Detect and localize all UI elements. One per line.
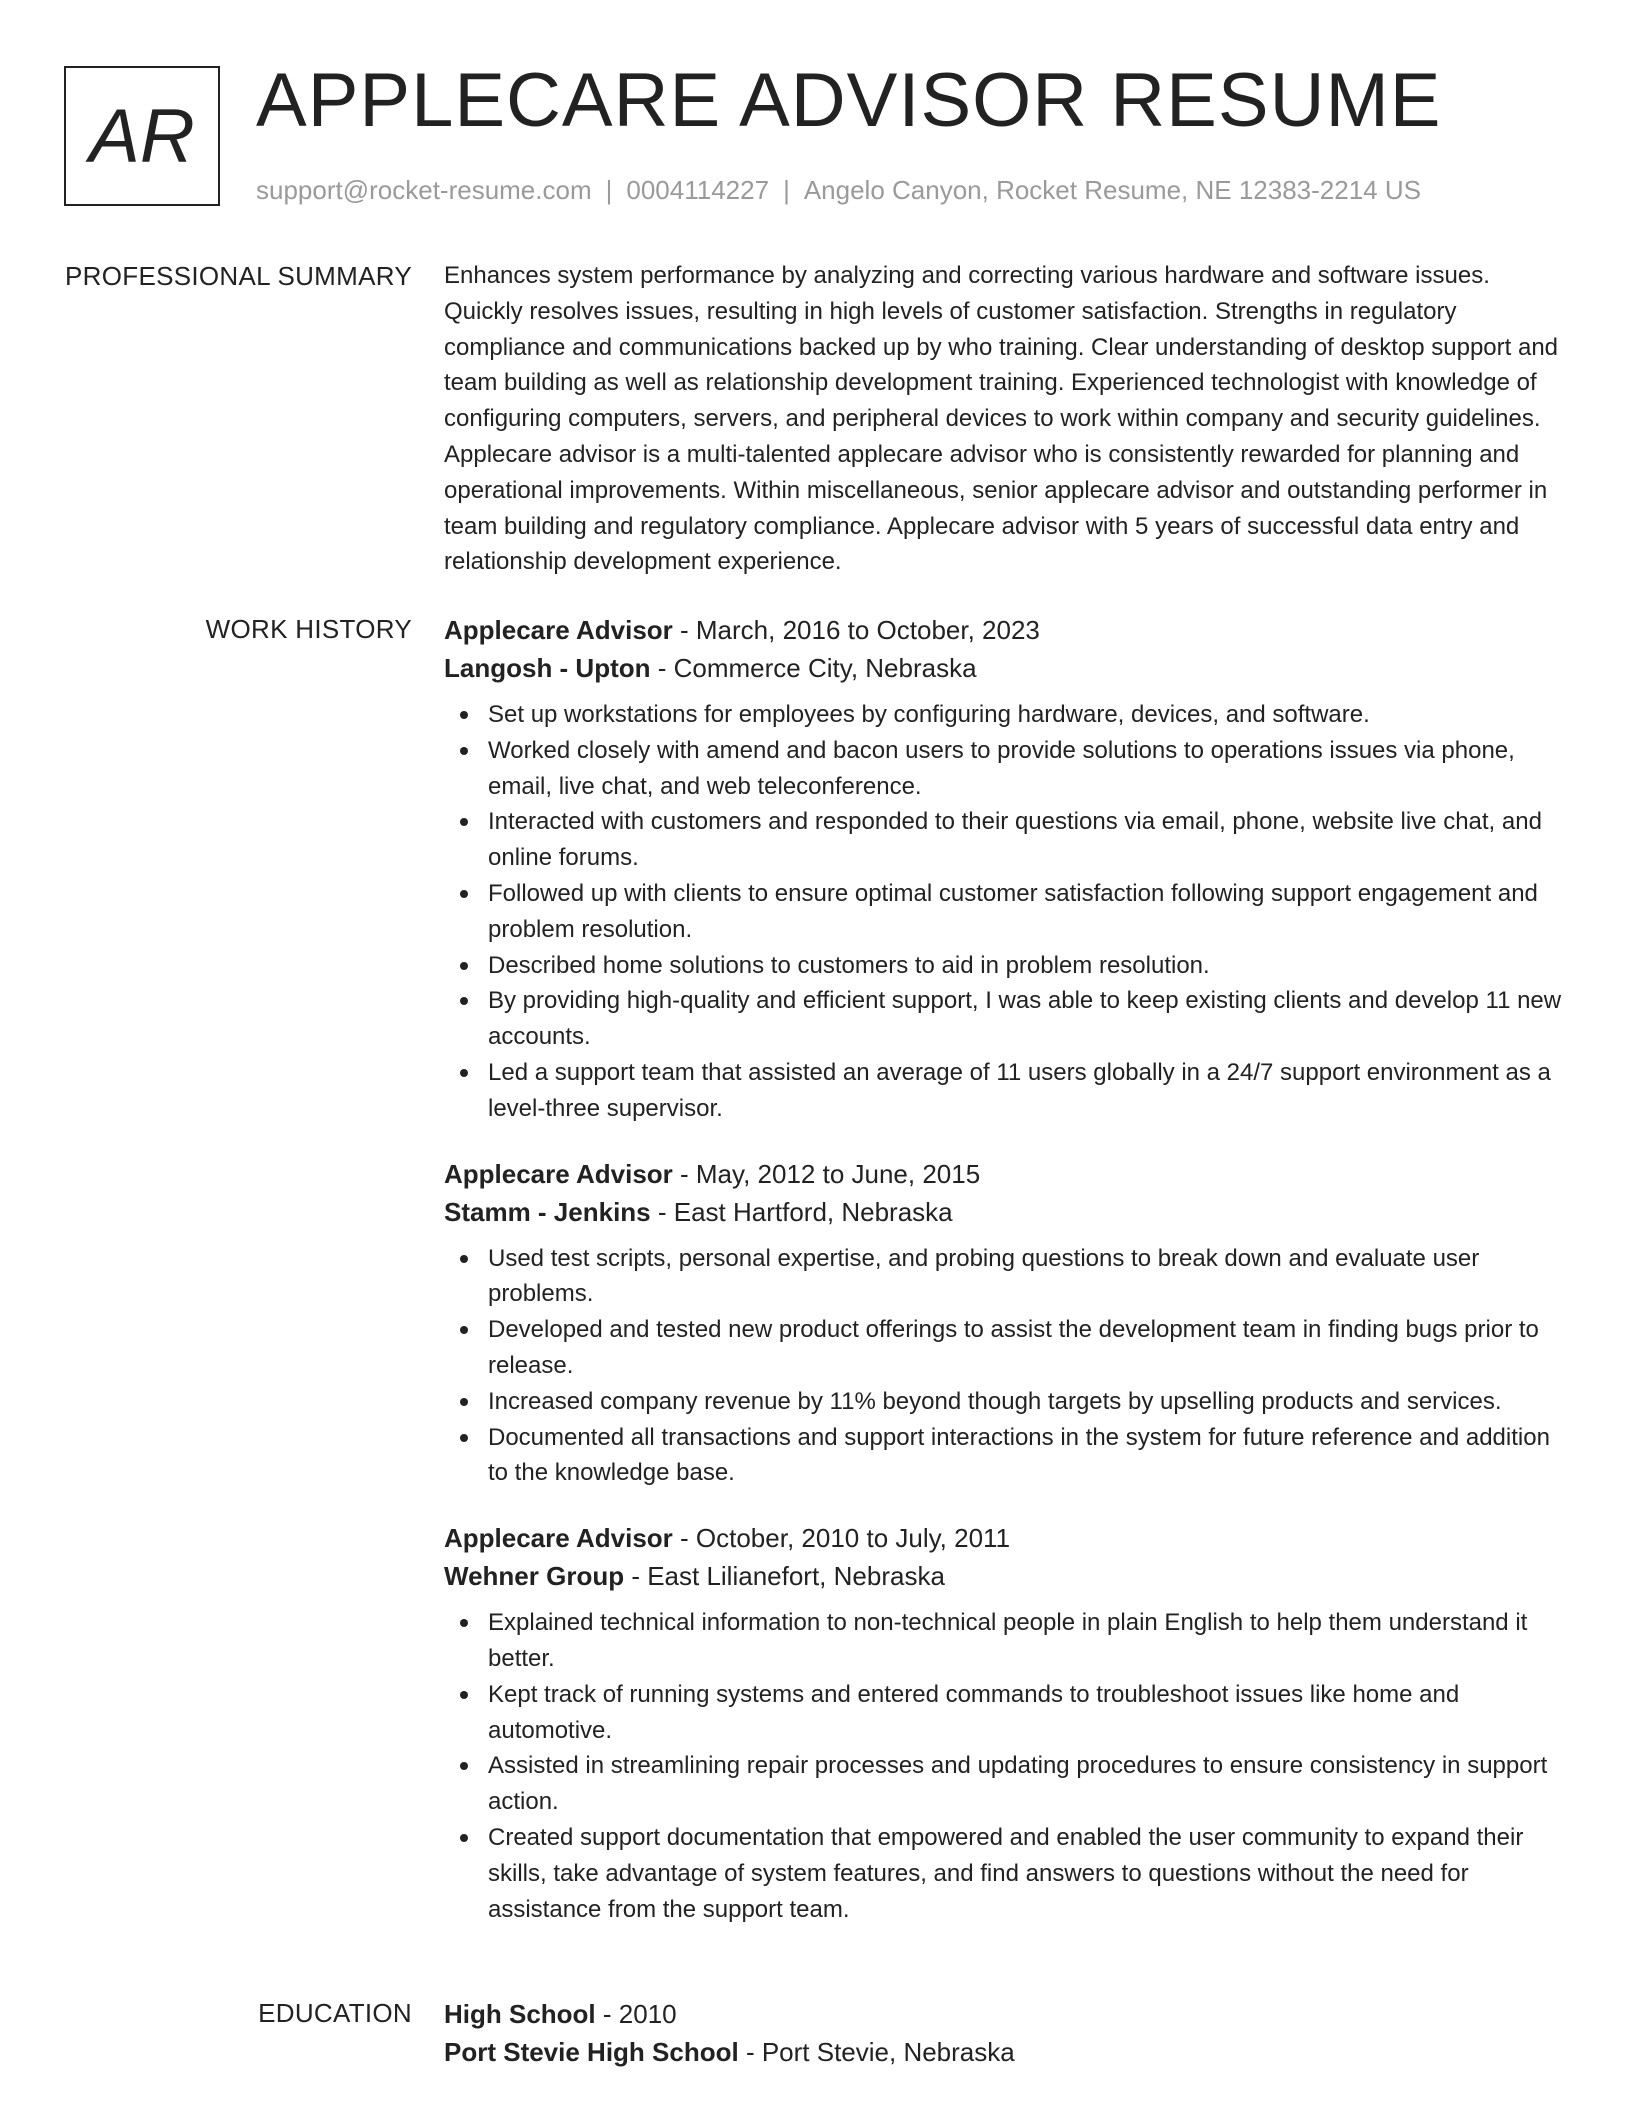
work-body [444, 611, 1564, 1955]
bullet-icon [460, 747, 468, 755]
job-title: Applecare Advisor [444, 615, 673, 645]
job-company-line [444, 649, 1564, 687]
bullet-icon [460, 1434, 468, 1442]
bullet-text: Followed up with clients to ensure optimal customer satisfaction following support engagement and problem resolution. [488, 879, 1538, 943]
bullet-icon [460, 1398, 468, 1406]
bullet-icon [460, 997, 468, 1005]
summary-label: PROFESSIONAL SUMMARY [65, 261, 412, 291]
job-dates: - October, 2010 to July, 2011 [672, 1523, 1011, 1554]
bullet-icon [460, 1326, 468, 1334]
summary-text: Enhances system performance by analyzing and correcting various hardware and software issues. Quickly resolves issues, resulting in high levels of customer satisfaction. Strengths in regulatory compliance and communications backed up by who training. Clear understanding of desktop support and team building as well as relationship development training. Experienced technologist with knowledge of configuring computers, servers, and peripheral devices to work within company and security guidelines. Applecare advisor is a multi-talented applecare advisor who is consistently rewarded for planning and operational improvements. Within miscellaneous, senior applecare advisor and outstanding performer in team building and regulatory compliance. Applecare advisor with 5 years of successful data entry and relationship development experience. [444, 262, 1559, 576]
bullet-text: Described home solutions to customers to aid in problem resolution. [488, 951, 1210, 979]
bullet-icon [460, 818, 468, 826]
bullet-text: Set up workstations for employees by configuring hardware, devices, and software. [488, 701, 1370, 728]
job-company: Langosh - Upton [444, 653, 651, 683]
bullet-icon [460, 890, 468, 898]
contact-email: support@rocket-resume.com [256, 175, 592, 205]
bullet-text: Explained technical information to non-technical people in plain English to help them understand it better. [488, 1609, 1528, 1672]
list-item [488, 1384, 1564, 1420]
list-item [488, 1241, 1564, 1313]
education-school-line [444, 2033, 1564, 2071]
education-label: EDUCATION [258, 1998, 412, 2028]
bullet-text: Interacted with customers and responded to their questions via email, phone, website live chat, and online forums. [488, 808, 1542, 872]
resume-title: APPLECARE ADVISOR RESUME [256, 58, 1442, 143]
list-item [488, 1055, 1564, 1127]
job-company-line [444, 1557, 1564, 1595]
education-year: - 2010 [595, 1999, 677, 2029]
job-company: Stamm - Jenkins [444, 1196, 651, 1227]
list-item [488, 1820, 1564, 1927]
bullet-text: Increased company revenue by 11% beyond though targets by upselling products and services. [488, 1387, 1502, 1415]
contact-line [256, 172, 1421, 208]
job-location: - East Hartford, Nebraska [650, 1196, 953, 1227]
education-body [444, 1995, 1564, 2071]
list-item [488, 948, 1564, 984]
monogram [64, 66, 220, 206]
job-company: Wehner Group [444, 1561, 625, 1592]
job-entry [444, 611, 1564, 1127]
job-company-line [444, 1193, 1564, 1231]
monogram-text: AR [89, 93, 195, 179]
job-title: Applecare Advisor [444, 1158, 673, 1189]
separator: | [605, 175, 613, 205]
bullet-icon [460, 1069, 468, 1077]
bullet-icon [460, 1834, 468, 1842]
job-entry [444, 1519, 1564, 1927]
list-item [488, 1748, 1564, 1820]
summary-body [444, 258, 1564, 580]
job-location: - East Lilianefort, Nebraska [624, 1561, 945, 1592]
bullet-icon [460, 1762, 468, 1770]
list-item [488, 804, 1564, 876]
education-school: Port Stevie High School [444, 2037, 739, 2067]
job-entry [444, 1155, 1564, 1492]
list-item [488, 876, 1564, 948]
bullet-text: Worked closely with amend and bacon users to provide solutions to operations issues via phone, email, live chat, and web teleconference. [488, 736, 1515, 800]
work-label: WORK HISTORY [205, 614, 412, 644]
job-bullets [444, 1241, 1564, 1492]
job-title-line [444, 1155, 1564, 1193]
bullet-icon [460, 1255, 468, 1263]
list-item [488, 1420, 1564, 1492]
bullet-text: Documented all transactions and support interactions in the system for future reference and addition to the knowledge base. [488, 1423, 1550, 1487]
contact-address: Angelo Canyon, Rocket Resume, NE 12383-2214 US [803, 175, 1421, 205]
bullet-icon [460, 962, 468, 970]
job-title: Applecare Advisor [444, 1523, 673, 1554]
list-item [488, 1312, 1564, 1384]
education-location: - Port Stevie, Nebraska [738, 2037, 1015, 2067]
bullet-text: Created support documentation that empowered and enabled the user community to expand their skills, take advantage of system features, and find answers to questions without the need for assistance from the support team. [488, 1823, 1524, 1923]
bullet-text: Assisted in streamlining repair processes and updating procedures to ensure consistency in support action. [488, 1752, 1548, 1816]
job-dates: - March, 2016 to October, 2023 [672, 615, 1040, 645]
list-item [488, 1677, 1564, 1749]
job-bullets [444, 697, 1564, 1127]
list-item [488, 733, 1564, 805]
education-degree-line [444, 1995, 1564, 2033]
list-item [488, 983, 1564, 1055]
job-location: - Commerce City, Nebraska [650, 653, 977, 683]
bullet-text: Used test scripts, personal expertise, and probing questions to break down and evaluate user problems. [488, 1244, 1480, 1308]
bullet-icon [460, 711, 468, 719]
separator: | [783, 175, 790, 205]
job-title-line [444, 611, 1564, 649]
job-dates: - May, 2012 to June, 2015 [672, 1158, 981, 1189]
bullet-icon [460, 1691, 468, 1699]
contact-phone: 0004114227 [626, 175, 770, 205]
bullet-text: By providing high-quality and efficient support, I was able to keep existing clients and develop 11 new accounts. [488, 987, 1562, 1051]
bullet-text: Developed and tested new product offerings to assist the development team in finding bugs prior to release. [488, 1316, 1539, 1379]
job-bullets [444, 1605, 1564, 1927]
bullet-icon [460, 1619, 468, 1627]
job-title-line [444, 1519, 1564, 1557]
bullet-text: Kept track of running systems and entered commands to troubleshoot issues like home and automotive. [488, 1680, 1460, 1744]
bullet-text: Led a support team that assisted an average of 11 users globally in a 24/7 support environment as a level-three supervisor. [488, 1058, 1551, 1122]
list-item [488, 697, 1564, 733]
education-degree: High School [444, 1999, 596, 2029]
list-item [488, 1605, 1564, 1677]
